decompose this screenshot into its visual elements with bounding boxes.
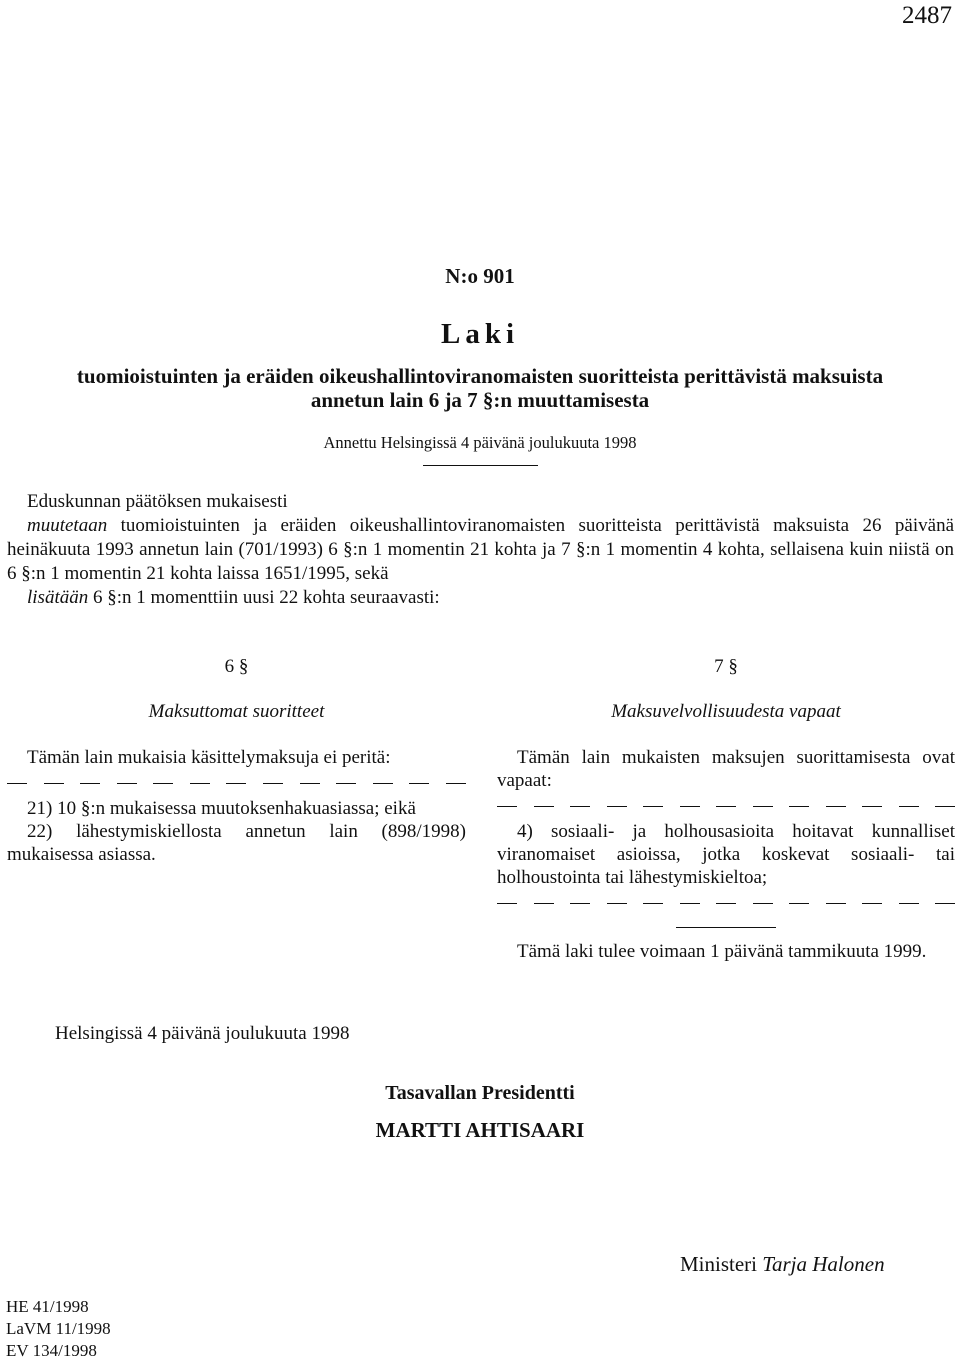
- section-7-item-4: 4) sosiaali- ja holhousasioita hoitavat kunnalliset viranomaiset asioissa, jotka koskevat sosiaali- tai holhoustointa tai lähestymiskieltoa;: [497, 821, 955, 888]
- section-7-number: 7 §: [714, 656, 738, 677]
- references: [6, 1296, 111, 1362]
- minister-signature: [680, 1252, 885, 1277]
- title-divider: [423, 465, 538, 466]
- section-6-intro: Tämän lain mukaisia käsittelymaksuja ei peritä:: [27, 747, 391, 768]
- add-clause: [7, 586, 954, 610]
- section-6: [7, 655, 466, 866]
- page-number: 2487: [902, 2, 952, 29]
- minister-name: Tarja Halonen: [762, 1252, 885, 1276]
- section-7: [497, 655, 955, 963]
- law-subtitle: [0, 364, 960, 412]
- president-title: Tasavallan Presidentti: [385, 1082, 575, 1104]
- amend-clause: [7, 514, 954, 586]
- section-7-intro: Tämän lain mukaisten maksujen suorittamisesta ovat vapaat:: [497, 747, 955, 791]
- law-subtitle-line1: tuomioistuinten ja eräiden oikeushallintoviranomaisten suoritteista perittävistä maksuista: [76, 364, 884, 388]
- section-6-title: Maksuttomat suoritteet: [148, 701, 325, 722]
- entry-divider: [676, 927, 776, 928]
- add-keyword: lisätään: [27, 587, 89, 608]
- reference-he: HE 41/1998: [6, 1297, 89, 1316]
- omission-dashes: [497, 903, 955, 907]
- section-7-title: Maksuvelvollisuudesta vapaat: [611, 701, 841, 722]
- enactment-date: Annettu Helsingissä 4 päivänä joulukuuta 1998: [323, 433, 637, 452]
- omission-dashes: [497, 806, 955, 810]
- amend-text: tuomioistuinten ja eräiden oikeushallintoviranomaisten suoritteista perittävistä maksuista 26 päivänä heinäkuuta 1993 annetun lain (701/1993) 6 §:n 1 momentin 21 kohta ja 7 §:n 1 momentin 4 kohta, sellaisena kuin niistä on 6 §:n 1 momentin 21 kohta laissa 1651/1995, sekä: [7, 515, 954, 584]
- minister-label: Ministeri: [680, 1252, 757, 1276]
- preamble: [7, 490, 954, 610]
- reference-ev: EV 134/1998: [6, 1341, 97, 1360]
- law-title: Laki: [440, 318, 520, 350]
- reference-lavm: LaVM 11/1998: [6, 1319, 111, 1338]
- section-6-number: 6 §: [224, 656, 249, 677]
- section-6-item-22: 22) lähestymiskiellosta annetun lain (898/1998) mukaisessa asiassa.: [7, 821, 466, 865]
- place-date: Helsingissä 4 päivänä joulukuuta 1998: [55, 1023, 350, 1044]
- preamble-intro: Eduskunnan päätöksen mukaisesti: [27, 491, 288, 512]
- omission-dashes: [7, 783, 466, 787]
- amend-keyword: muutetaan: [27, 515, 108, 536]
- president-name: MARTTI AHTISAARI: [375, 1118, 585, 1142]
- section-6-item-21: 21) 10 §:n mukaisessa muutoksenhakuasiassa; eikä: [27, 798, 416, 819]
- entry-into-force: Tämä laki tulee voimaan 1 päivänä tammikuuta 1999.: [517, 941, 927, 962]
- law-subtitle-line2: annetun lain 6 ja 7 §:n muuttamisesta: [310, 388, 650, 412]
- add-text: 6 §:n 1 momenttiin uusi 22 kohta seuraavasti:: [88, 587, 440, 608]
- law-number: N:o 901: [445, 264, 515, 288]
